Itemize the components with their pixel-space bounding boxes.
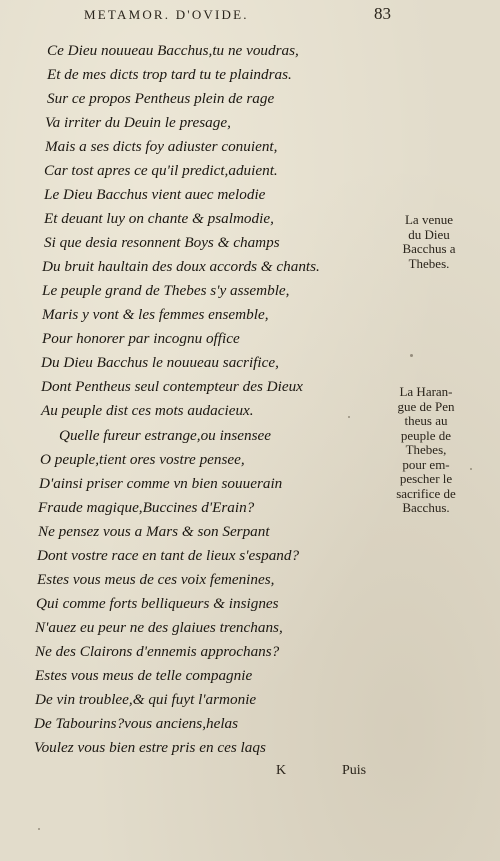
note-line: pour em- <box>402 456 450 472</box>
verse-line: Fraude magique,Buccines d'Erain? <box>38 499 255 516</box>
verse-line: Estes vous meus de ces voix femenines, <box>37 571 275 588</box>
verse-line: O peuple,tient ores vostre pensee, <box>40 451 245 468</box>
verse-line: Dont Pentheus seul contempteur des Dieux <box>41 378 303 395</box>
verse-line: Le peuple grand de Thebes s'y assemble, <box>42 282 290 299</box>
verse-line: De Tabourins?vous anciens,helas <box>34 715 239 732</box>
signature-mark: K <box>276 763 287 778</box>
note-line: Bacchus. <box>402 500 450 515</box>
paper-speck <box>410 354 413 357</box>
verse-line: Quelle fureur estrange,ou insensee <box>59 427 272 444</box>
side-note-pentheus-harangue <box>381 385 471 516</box>
verse-line: Ne des Clairons d'ennemis approchans? <box>35 643 280 660</box>
verse-line: De vin troublee,& qui fuyt l'armonie <box>35 691 257 708</box>
verse-line: Ce Dieu nouueau Bacchus,tu ne voudras, <box>47 42 299 59</box>
verse-line: Mais a ses dicts foy adiuster conuient, <box>45 138 278 155</box>
paper-speck <box>348 416 350 418</box>
note-line: sacrifice de <box>396 485 456 501</box>
verse-line: Le Dieu Bacchus vient auec melodie <box>44 186 266 203</box>
verse-line: Car tost apres ce qu'il predict,aduient. <box>44 162 278 179</box>
paper-speck <box>38 828 40 830</box>
verse-line: Estes vous meus de telle compagnie <box>35 667 253 684</box>
verse-line: Ne pensez vous a Mars & son Serpant <box>38 523 270 540</box>
verse-line: Maris y vont & les femmes ensemble, <box>42 306 269 323</box>
note-line: Thebes, <box>405 442 447 457</box>
paper-speck <box>470 468 472 470</box>
verse-line: Au peuple dist ces mots audacieux. <box>41 402 254 419</box>
note-line: peuple de <box>400 427 452 443</box>
verse-line: Du bruit haultain des doux accords & chants. <box>42 258 320 275</box>
catchword: Puis <box>342 763 367 778</box>
verse-line: N'auez eu peur ne des glaiues trenchans, <box>35 619 283 636</box>
verse-line: Qui comme forts belliqueurs & insignes <box>36 595 279 612</box>
verse-line: Et deuant luy on chante & psalmodie, <box>44 210 274 227</box>
verse-line: Pour honorer par incognu office <box>42 330 240 347</box>
verse-line: Voulez vous bien estre pris en ces laqs <box>34 739 266 756</box>
verse-line: Si que desia resonnent Boys & champs <box>44 234 280 251</box>
side-note-bacchus-arrival <box>384 213 474 271</box>
note-line: La venue <box>404 212 453 227</box>
verse-line: Va irriter du Deuin le presage, <box>45 114 231 131</box>
running-title: METAMOR. D'OVIDE. <box>84 7 249 22</box>
verse-line: Dont vostre race en tant de lieux s'espand? <box>37 547 300 564</box>
verse-line: Du Dieu Bacchus le nouueau sacrifice, <box>41 354 279 371</box>
note-line: Bacchus a <box>402 241 456 256</box>
note-line: du Dieu <box>408 226 450 242</box>
verse-line: Et de mes dicts trop tard tu te plaindras. <box>47 66 292 83</box>
verse-line: D'ainsi priser comme vn bien souuerain <box>39 475 283 492</box>
note-line: theus au <box>404 413 448 428</box>
note-line: Thebes. <box>408 255 450 271</box>
note-line: pescher le <box>399 471 453 486</box>
note-line: La Haran- <box>399 384 453 399</box>
verse-line: Sur ce propos Pentheus plein de rage <box>47 90 275 107</box>
note-line: gue de Pen <box>397 398 455 414</box>
page-number: 83 <box>374 4 391 23</box>
